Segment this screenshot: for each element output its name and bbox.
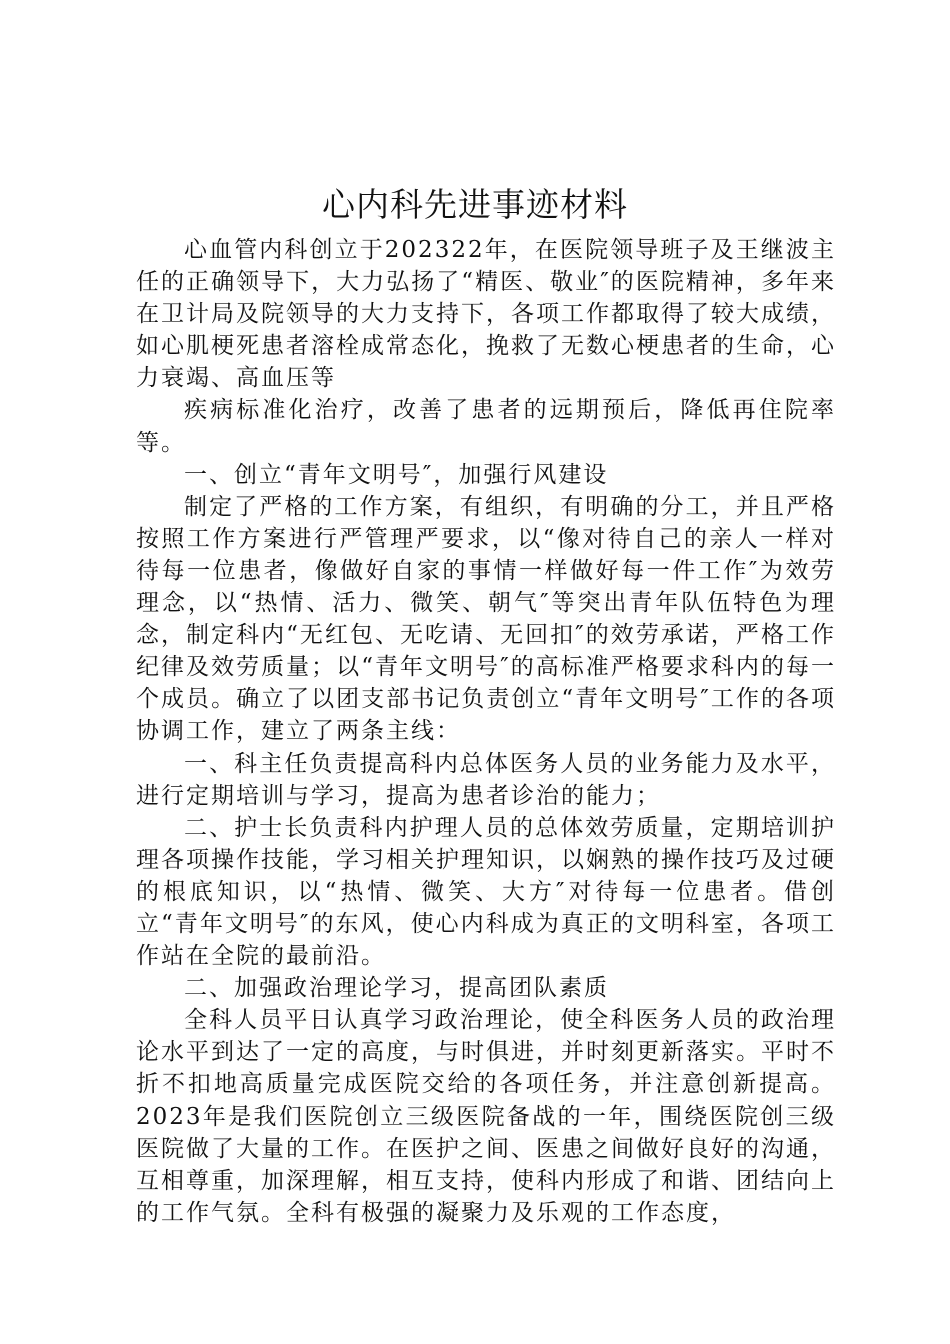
section-heading: 一、创立“青年文明号″，加强行风建设 [184,461,609,488]
document-title: 心内科先进事迹材料 [322,185,628,224]
section-heading: 二、加强政治理论学习，提高团队素质 [184,975,609,1002]
paragraph: 制定了严格的工作方案，有组织，有明确的分工，并且严格按照工作方案进行严管理严要求，以“像对待自己的亲人一样对待每一位患者，像做好自家的事情一样做好每一件工作″为效劳理念，以“热情、活力、微笑、朝气″等突出青年队伍特色为理念，制定科内“无红包、无吃请、无回扣″的效劳承诺，严格工作纪律及效劳质量；以“青年文明号″的高标准严格要求科内的每一个成员。确立了以团支部书记负责创立“青年文明号″工作的各项协调工作，建立了两条主线： [136,493,836,745]
paragraph: 二、护士长负责科内护理人员的总体效劳质量，定期培训护理各项操作技能，学习相关护理知识，以娴熟的操作技巧及过硬的根底知识，以“热情、微笑、大方″对待每一位患者。借创立“青年文明号″的东风，使心内科成为真正的文明科室，各项工作站在全院的最前沿。 [136,814,836,970]
document-body [136,234,836,1229]
paragraph: 全科人员平日认真学习政治理论，使全科医务人员的政治理论水平到达了一定的高度，与时俱进，并时刻更新落实。平时不折不扣地高质量完成医院交给的各项任务，并注意创新提高。2023年是我们医院创立三级医院备战的一年，围绕医院创三级医院做了大量的工作。在医护之间、医患之间做好良好的沟通，互相尊重，加深理解，相互支持，使科内形成了和谐、团结向上的工作气氛。全科有极强的凝聚力及乐观的工作态度， [136,1007,836,1226]
paragraph: 疾病标准化治疗，改善了患者的远期预后，降低再住院率等。 [136,397,836,456]
paragraph: 一、科主任负责提高科内总体医务人员的业务能力及水平，进行定期培训与学习，提高为患者诊治的能力； [136,750,836,809]
paragraph: 心血管内科创立于202322年，在医院领导班子及王继波主任的正确领导下，大力弘扬了“精医、敬业″的医院精神，多年来在卫计局及院领导的大力支持下，各项工作都取得了较大成绩，如心肌梗死患者溶栓成常态化，挽救了无数心梗患者的生命，心力衰竭、高血压等 [136,237,836,392]
